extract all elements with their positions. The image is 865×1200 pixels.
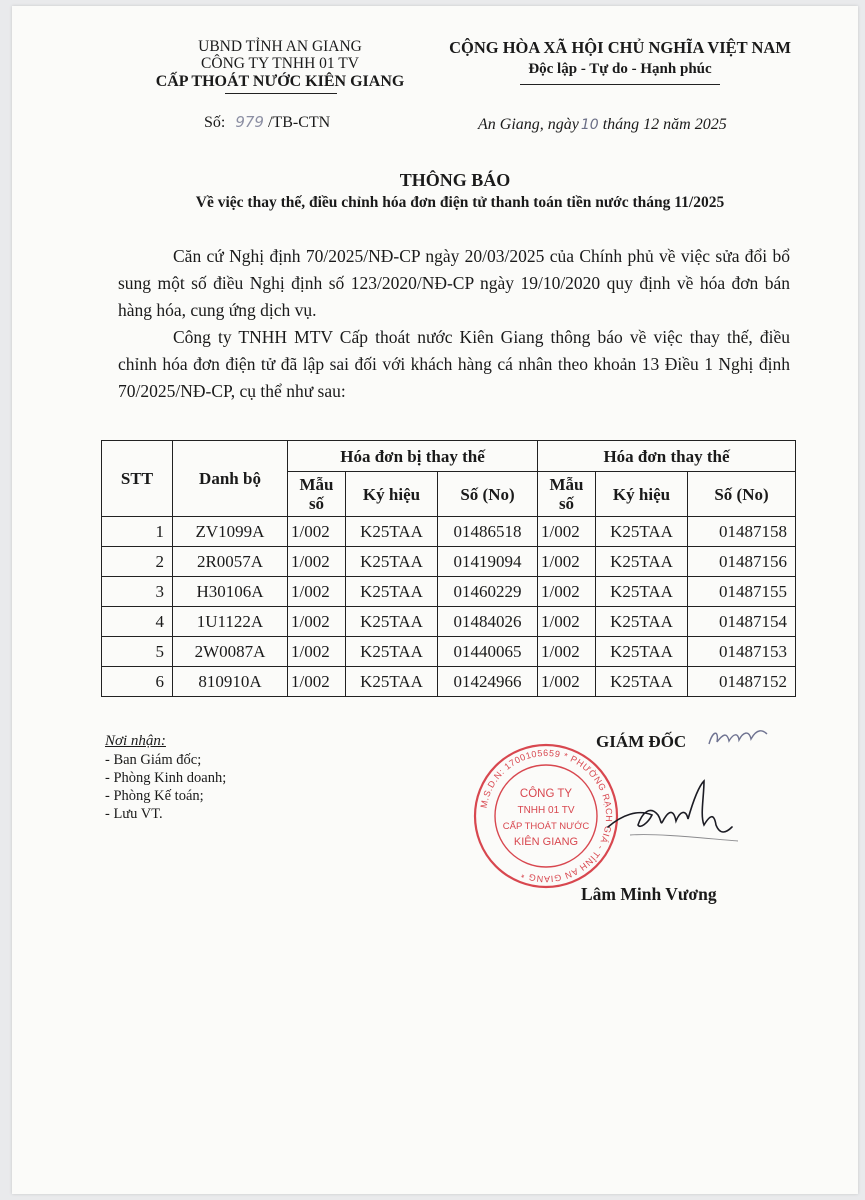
cell-danh-bo: ZV1099A	[173, 517, 288, 547]
signer-name: Lâm Minh Vương	[581, 884, 717, 904]
table-row	[102, 667, 796, 697]
document-number-label: Số:	[204, 114, 226, 131]
recipients-label-text: Nơi nhận:	[105, 733, 166, 749]
cell-old-ky-hieu: K25TAA	[346, 667, 438, 697]
nation-line-2: Độc lập - Tự do - Hạnh phúc	[528, 61, 712, 77]
table-row	[102, 607, 796, 637]
notice-subtitle: Về việc thay thế, điều chỉnh hóa đơn điện tử thanh toán tiền nước tháng 11/2025	[195, 194, 725, 211]
cell-danh-bo: H30106A	[173, 577, 288, 607]
stamp-inner-ring	[495, 765, 597, 867]
header-new-so-no: Số (No)	[688, 472, 796, 517]
cell-old-ky-hieu: K25TAA	[346, 637, 438, 667]
header-stt: STT	[102, 441, 173, 517]
recipient-item: - Phòng Kinh doanh;	[105, 770, 227, 786]
body-paragraph-1-text: Căn cứ Nghị định 70/2025/NĐ-CP ngày 20/03/2025 của Chính phủ về việc sửa đổi bổ sung một số điều Nghị định số 123/2020/NĐ-CP ngày 19/10/2020 quy định về hóa đơn bán hàng hóa, cung ứng dịch vụ.	[118, 246, 790, 320]
cell-old-so-no: 01486518	[438, 517, 538, 547]
nation-underline	[520, 84, 720, 85]
header-old-ky-hieu: Ký hiệu	[346, 472, 438, 517]
header-danh-bo: Danh bộ	[173, 441, 288, 517]
stamp-line-3: CẤP THOÁT NƯỚC	[502, 821, 590, 832]
recipient-item: - Lưu VT.	[105, 806, 163, 822]
place-date	[478, 116, 727, 134]
table-row	[102, 637, 796, 667]
cell-danh-bo: 2R0057A	[173, 547, 288, 577]
org-line-1: UBND TỈNH AN GIANG	[198, 38, 362, 55]
cell-stt: 2	[102, 547, 173, 577]
document-number	[204, 113, 330, 132]
cell-new-mau-so: 1/002	[538, 607, 596, 637]
org-line-3: CẤP THOÁT NƯỚC KIÊN GIANG	[155, 73, 405, 90]
cell-old-mau-so: 1/002	[288, 547, 346, 577]
header-new-mau-so: Mẫu số	[538, 472, 596, 517]
header-old-mau-so: Mẫu số	[288, 472, 346, 517]
header-replacement-group: Hóa đơn thay thế	[538, 441, 796, 472]
table-row	[102, 547, 796, 577]
document-number-suffix: /TB-CTN	[267, 114, 331, 131]
cell-danh-bo: 2W0087A	[173, 637, 288, 667]
org-underline	[225, 93, 337, 94]
cell-old-so-no: 01419094	[438, 547, 538, 577]
notice-title: THÔNG BÁO	[399, 170, 511, 190]
cell-new-so-no: 01487155	[688, 577, 796, 607]
signature-underline	[630, 835, 738, 841]
cell-old-mau-so: 1/002	[288, 517, 346, 547]
cell-new-so-no: 01487152	[688, 667, 796, 697]
cell-danh-bo: 810910A	[173, 667, 288, 697]
cell-stt: 4	[102, 607, 173, 637]
cell-new-so-no: 01487153	[688, 637, 796, 667]
cell-stt: 5	[102, 637, 173, 667]
cell-new-mau-so: 1/002	[538, 547, 596, 577]
cell-new-mau-so: 1/002	[538, 517, 596, 547]
cell-old-so-no: 01440065	[438, 637, 538, 667]
place-date-day: 10	[580, 117, 599, 133]
stamp-line-2: TNHH 01 TV	[517, 805, 575, 816]
initials-mark	[705, 722, 775, 752]
cell-old-ky-hieu: K25TAA	[346, 517, 438, 547]
cell-old-mau-so: 1/002	[288, 667, 346, 697]
cell-new-mau-so: 1/002	[538, 577, 596, 607]
cell-new-mau-so: 1/002	[538, 637, 596, 667]
cell-old-ky-hieu: K25TAA	[346, 547, 438, 577]
body-paragraph-2-text: Công ty TNHH MTV Cấp thoát nước Kiên Giang thông báo về việc thay thế, điều chỉnh hóa đơn điện tử đã lập sai đối với khách hàng cá nhân theo khoản 13 Điều 1 Nghị định 70/2025/NĐ-CP, cụ thể như sau:	[118, 327, 790, 401]
table-row	[102, 577, 796, 607]
invoice-table	[101, 440, 796, 697]
stamp-line-4: KIÊN GIANG	[513, 836, 579, 848]
recipients-label	[105, 732, 166, 751]
stamp-outer-text: M.S.D.N: 1700105659 * PHƯỜNG RẠCH GIÁ - TỈNH AN GIANG *	[478, 747, 615, 885]
recipient-item: - Phòng Kế toán;	[105, 788, 204, 804]
body-paragraph-1	[118, 243, 790, 324]
cell-old-ky-hieu: K25TAA	[346, 607, 438, 637]
cell-old-mau-so: 1/002	[288, 577, 346, 607]
signer-role: GIÁM ĐỐC	[596, 732, 687, 751]
place-date-suffix: tháng 12 năm 2025	[602, 116, 727, 133]
cell-new-ky-hieu: K25TAA	[596, 637, 688, 667]
signature-stroke	[608, 781, 732, 832]
cell-new-ky-hieu: K25TAA	[596, 517, 688, 547]
director-signature	[600, 775, 750, 855]
cell-new-so-no: 01487154	[688, 607, 796, 637]
cell-new-ky-hieu: K25TAA	[596, 667, 688, 697]
initials-stroke	[709, 731, 767, 744]
company-stamp	[472, 742, 620, 890]
cell-new-ky-hieu: K25TAA	[596, 577, 688, 607]
cell-old-so-no: 01424966	[438, 667, 538, 697]
body-paragraph-2	[118, 324, 790, 405]
nation-line-1: CỘNG HÒA XÃ HỘI CHỦ NGHĨA VIỆT NAM	[449, 38, 791, 57]
cell-stt: 3	[102, 577, 173, 607]
org-line-2: CÔNG TY TNHH 01 TV	[201, 55, 359, 72]
cell-new-so-no: 01487158	[688, 517, 796, 547]
cell-old-so-no: 01484026	[438, 607, 538, 637]
stamp-outer-ring	[475, 745, 617, 887]
header-replaced-group: Hóa đơn bị thay thế	[288, 441, 538, 472]
cell-new-ky-hieu: K25TAA	[596, 607, 688, 637]
place-date-prefix: An Giang, ngày	[478, 116, 579, 133]
recipient-item: - Ban Giám đốc;	[105, 752, 202, 768]
stamp-line-1: CÔNG TY	[519, 788, 573, 800]
header-old-so-no: Số (No)	[438, 472, 538, 517]
cell-new-mau-so: 1/002	[538, 667, 596, 697]
cell-stt: 6	[102, 667, 173, 697]
cell-new-so-no: 01487156	[688, 547, 796, 577]
cell-old-so-no: 01460229	[438, 577, 538, 607]
cell-stt: 1	[102, 517, 173, 547]
cell-new-ky-hieu: K25TAA	[596, 547, 688, 577]
cell-old-ky-hieu: K25TAA	[346, 577, 438, 607]
document-number-handwritten: 979	[235, 113, 264, 131]
cell-old-mau-so: 1/002	[288, 607, 346, 637]
cell-old-mau-so: 1/002	[288, 637, 346, 667]
header-new-ky-hieu: Ký hiệu	[596, 472, 688, 517]
cell-danh-bo: 1U1122A	[173, 607, 288, 637]
table-row	[102, 517, 796, 547]
